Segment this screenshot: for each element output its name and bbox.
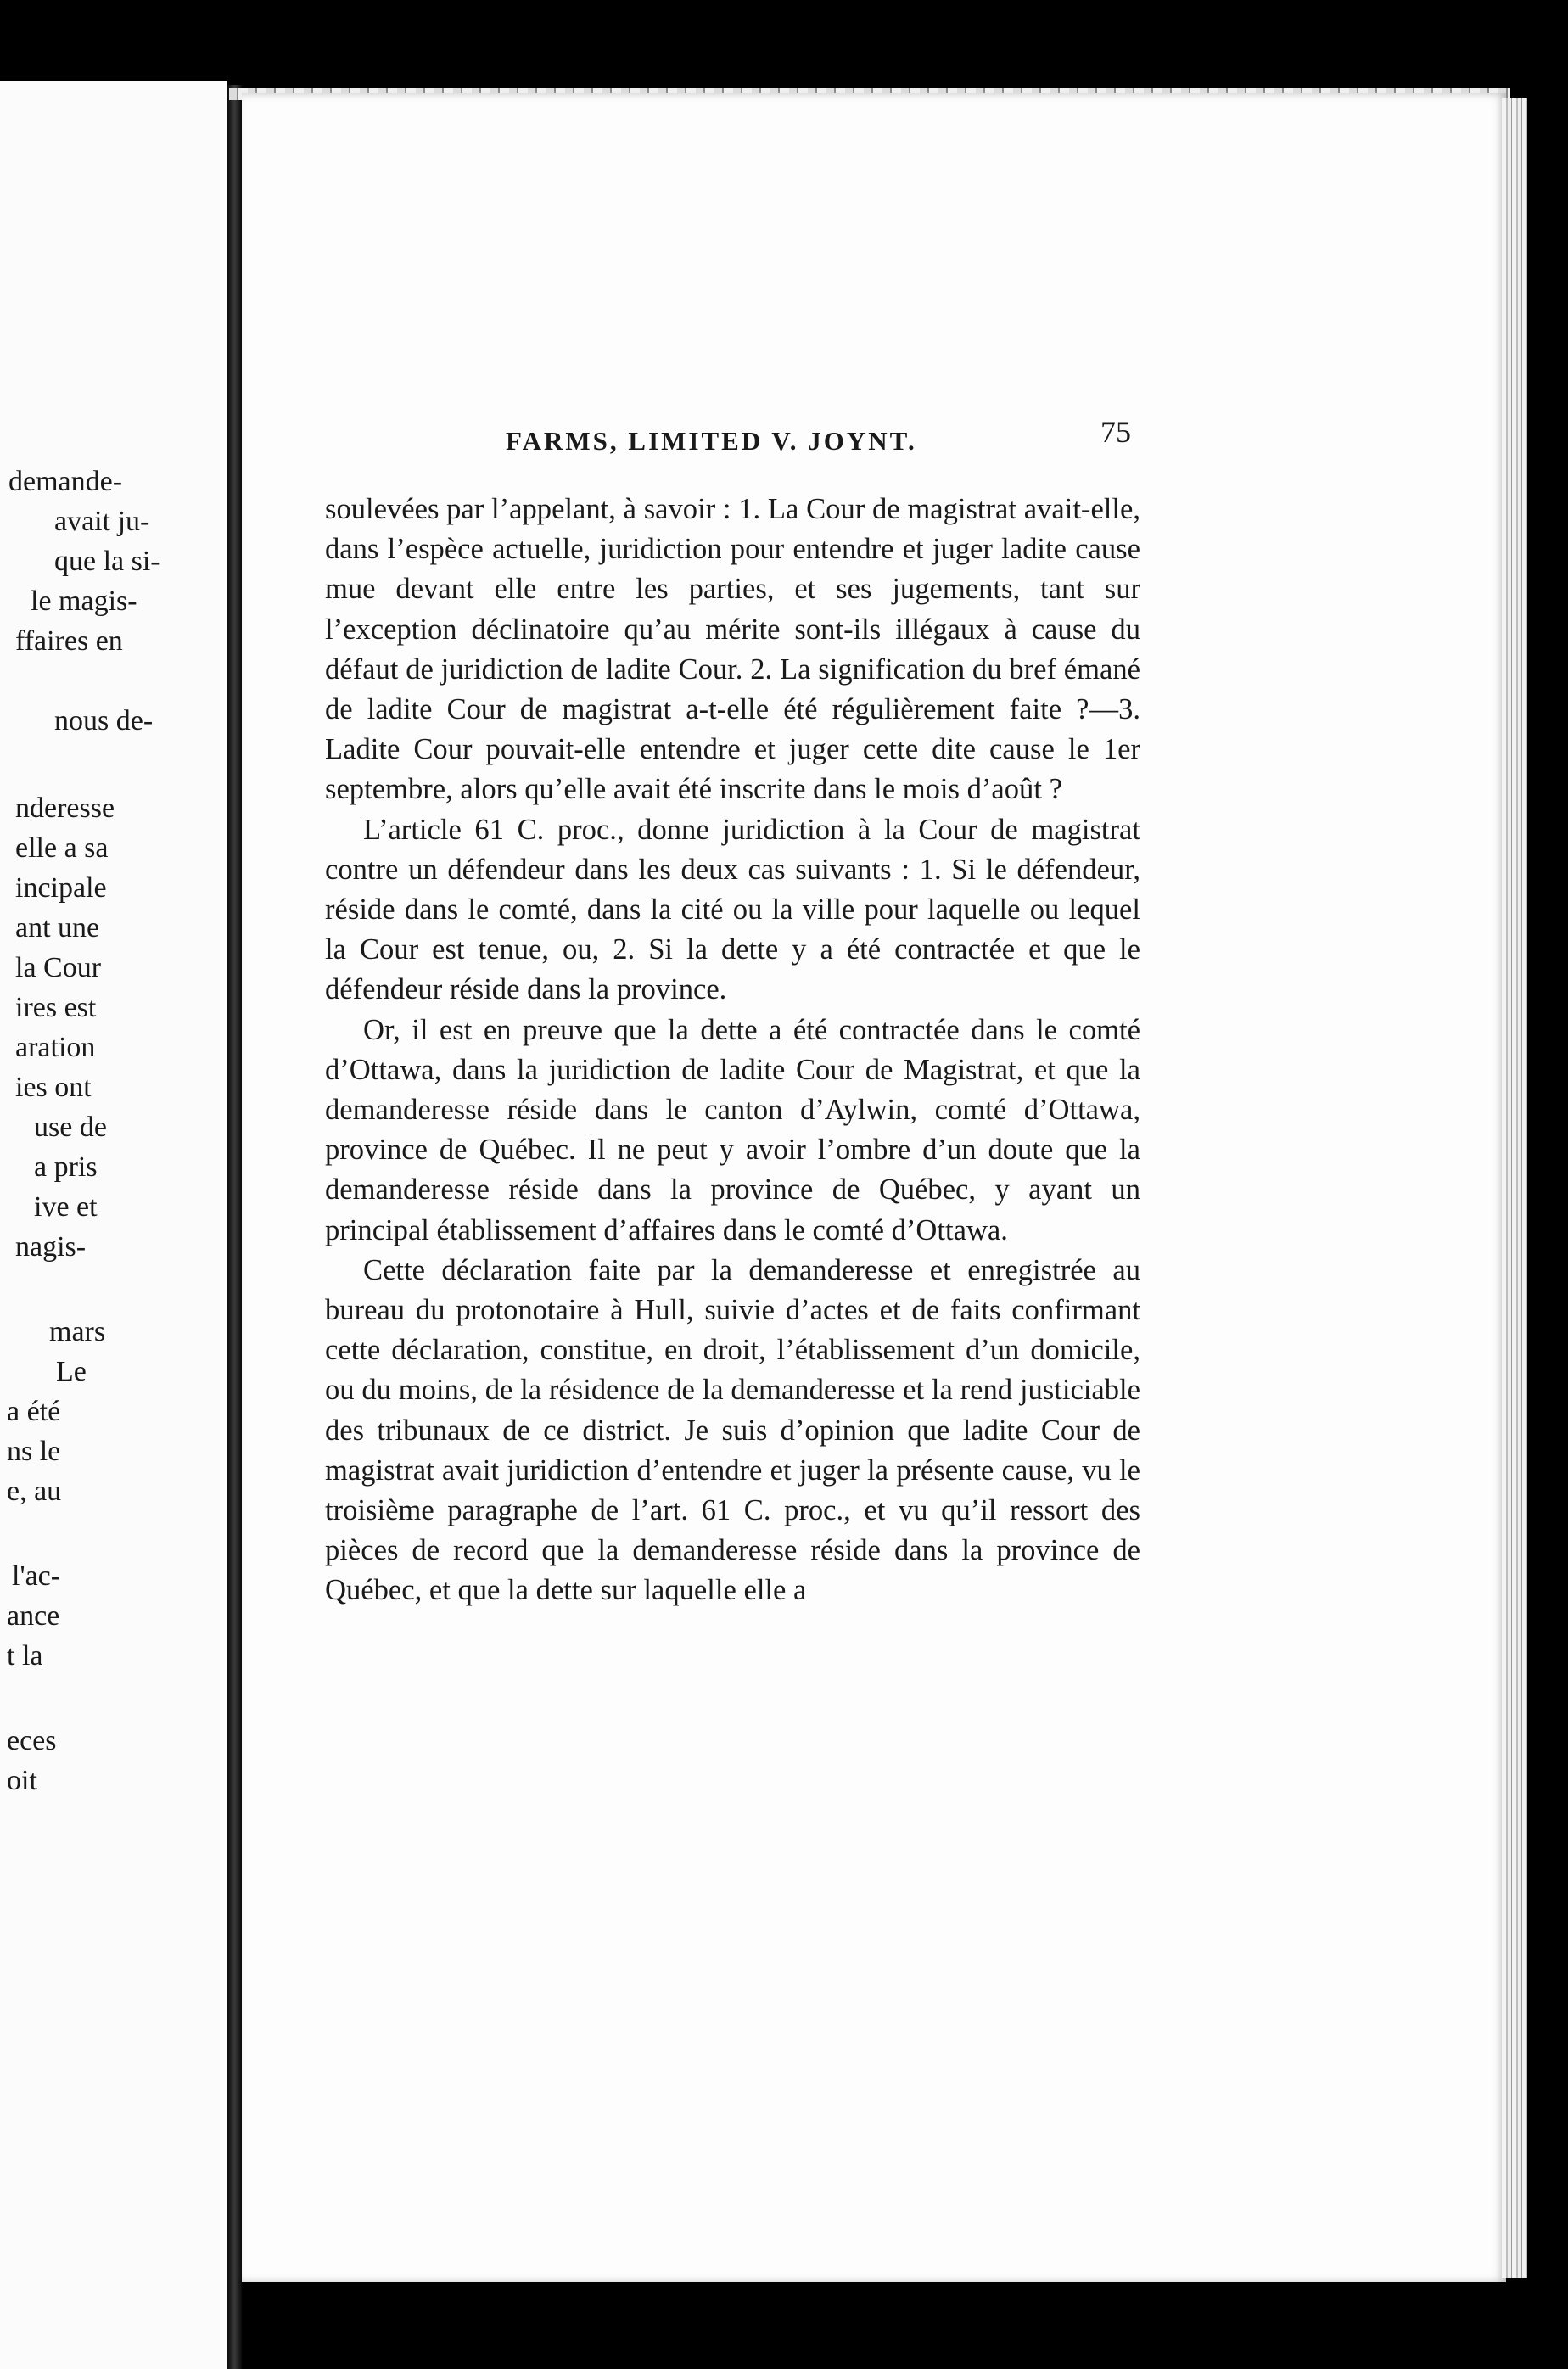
- left-page-line-fragment: ires est: [15, 992, 97, 1023]
- left-page-line-fragment: nagis-: [15, 1231, 87, 1263]
- left-page-line-fragment: ies ont: [15, 1072, 92, 1103]
- body-text: [325, 490, 1140, 1611]
- paragraph: Or, il est en preuve que la dette a été contractée dans le comté d’Ottawa, dans la juridiction de ladite Cour de Magistrat, et que la demanderesse réside dans le canton d’Aylwin, comté d’Ottawa, province de Québec. Il ne peut y avoir l’ombre d’un doute que la demanderesse réside dans la province de Québec, y ayant un principal établissement d’affaires dans le comté d’Ottawa.: [325, 1013, 1140, 1246]
- left-page-line-fragment: eces: [7, 1725, 57, 1756]
- left-page-line-fragment: nderesse: [15, 792, 115, 824]
- paragraph: Cette déclaration faite par la demanderesse et enregistrée au bureau du protonotaire à Hull, suivie d’actes et de faits confirmant cette déclaration, constitue, en droit, l’établissement d’un domicile, ou du moins, de la résidence de la demanderesse et la rend justiciable des tribunaux de ce district. Je suis d’opinion que ladite Cour de magistrat avait juridiction d’entendre et juger la présente cause, vu le troisième paragraphe de l’art. 61 C. proc., et vu qu’il ressort des pièces de record que la demanderesse réside dans la province de Québec, et que la dette sur laquelle elle a: [325, 1253, 1140, 1607]
- left-page-line-fragment: oit: [7, 1765, 37, 1796]
- left-page-line-fragment: elle a sa: [15, 832, 109, 864]
- left-page-line-fragment: aration: [15, 1032, 96, 1063]
- left-page-line-fragment: ive et: [34, 1191, 98, 1223]
- paragraph: L’article 61 C. proc., donne juridiction à la Cour de magistrat contre un défendeur dans les deux cas suivants : 1. Si le défendeur, réside dans le comté, dans la cité ou la ville pour laquelle ou lequel la Cour est tenue, ou, 2. Si la dette y a été contractée et que le défendeur réside dans la province.: [325, 813, 1140, 1006]
- left-page-line-fragment: avait ju-: [54, 506, 150, 537]
- left-page-line-fragment: use de: [34, 1112, 107, 1143]
- left-page-line-fragment: ffaires en: [15, 625, 123, 657]
- left-page-line-fragment: e, au: [7, 1476, 62, 1507]
- left-page-line-fragment: ance: [7, 1600, 60, 1632]
- left-page-line-fragment: ant une: [15, 912, 100, 944]
- left-page-line-fragment: Le: [56, 1356, 87, 1387]
- paragraph: soulevées par l’appelant, à savoir : 1. La Cour de magistrat avait-elle, dans l’espèce actuelle, juridiction pour entendre et juger ladite cause mue devant elle entre les parties, et ses jugements, tant sur l’exception déclinatoire qu’au mérite sont-ils illégaux à cause du défaut de juridiction de ladite Cour. 2. La signification du bref émané de ladite Cour de magistrat a-t-elle été régulièrement faite ?—3. Ladite Cour pouvait-elle entendre et juger cette dite cause le 1er septembre, alors qu’elle avait été inscrite dans le mois d’août ?: [325, 493, 1140, 806]
- book-spine: [227, 85, 242, 2369]
- left-page-line-fragment: mars: [49, 1316, 106, 1347]
- left-page-line-fragment: nous de-: [54, 705, 154, 736]
- left-page-line-fragment: que la si-: [54, 546, 160, 577]
- previous-page-fragment: [0, 81, 227, 2369]
- left-page-line-fragment: a été: [7, 1396, 61, 1427]
- left-page-line-fragment: demande-: [8, 466, 123, 497]
- left-page-line-fragment: le magis-: [31, 585, 137, 617]
- left-page-line-fragment: incipale: [15, 872, 107, 904]
- left-page-line-fragment: l'ac-: [12, 1560, 61, 1592]
- left-page-line-fragment: la Cour: [15, 952, 102, 983]
- page-stack-edge: [1502, 98, 1527, 2278]
- left-page-line-fragment: t la: [7, 1640, 43, 1672]
- page-number: 75: [1100, 415, 1131, 449]
- running-head: FARMS, LIMITED V. JOYNT.: [506, 426, 917, 456]
- left-page-line-fragment: a pris: [34, 1151, 98, 1183]
- left-page-line-fragment: ns le: [7, 1436, 61, 1467]
